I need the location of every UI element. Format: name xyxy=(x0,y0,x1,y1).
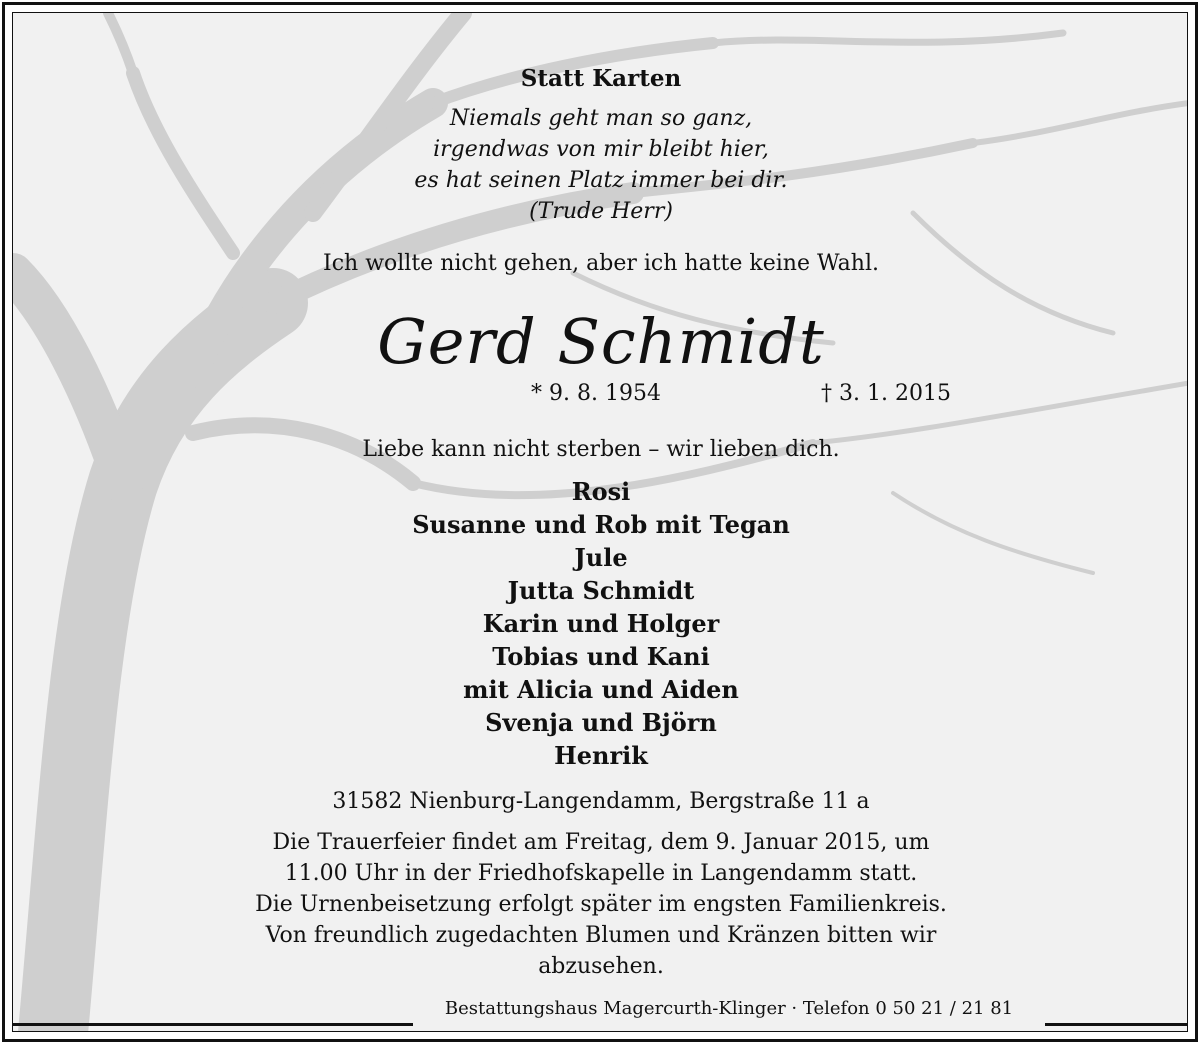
poem xyxy=(13,103,1188,227)
funeral-home-footer: Bestattungshaus Magercurth-Klinger · Telefon 0 50 21 / 21 81 xyxy=(413,998,1045,1019)
deceased-name: Gerd Schmidt xyxy=(377,305,825,378)
address: 31582 Nienburg-Langendamm, Bergstraße 11 a xyxy=(332,789,870,814)
mourner: mit Alicia und Aiden xyxy=(463,675,739,704)
footer-rule-left xyxy=(13,1023,413,1026)
poem-attribution: (Trude Herr) xyxy=(529,199,673,224)
info-line: 11.00 Uhr in der Friedhofskapelle in Langendamm statt. xyxy=(284,861,918,886)
death-date: † 3. 1. 2015 xyxy=(821,381,951,406)
mourner: Susanne und Rob mit Tegan xyxy=(412,510,790,539)
heading: Statt Karten xyxy=(520,65,682,92)
info-line: Die Trauerfeier findet am Freitag, dem 9. Januar 2015, um xyxy=(272,830,930,855)
mourner: Jule xyxy=(574,543,628,572)
mourner: Henrik xyxy=(554,741,648,770)
love-line: Liebe kann nicht sterben – wir lieben dich. xyxy=(362,437,840,462)
mourner: Tobias und Kani xyxy=(492,642,710,671)
notice-content xyxy=(13,13,1188,1032)
info-line: Von freundlich zugedachten Blumen und Kränzen bitten wir xyxy=(265,923,937,948)
info-line: abzusehen. xyxy=(538,954,664,979)
mourner: Jutta Schmidt xyxy=(507,576,695,605)
notice-panel xyxy=(12,12,1188,1032)
mourner: Karin und Holger xyxy=(482,609,720,638)
poem-line: irgendwas von mir bleibt hier, xyxy=(433,137,769,162)
mourner: Svenja und Björn xyxy=(485,708,717,737)
mourner: Rosi xyxy=(571,477,631,506)
motto: Ich wollte nicht gehen, aber ich hatte keine Wahl. xyxy=(323,251,879,276)
footer-rule-right xyxy=(1045,1023,1188,1026)
poem-line: Niemals geht man so ganz, xyxy=(449,106,753,131)
mourners-list xyxy=(13,475,1188,772)
info-line: Die Urnenbeisetzung erfolgt später im engsten Familienkreis. xyxy=(255,892,947,917)
birth-date: * 9. 8. 1954 xyxy=(531,381,661,406)
poem-line: es hat seinen Platz immer bei dir. xyxy=(414,168,788,193)
funeral-info xyxy=(13,827,1188,982)
